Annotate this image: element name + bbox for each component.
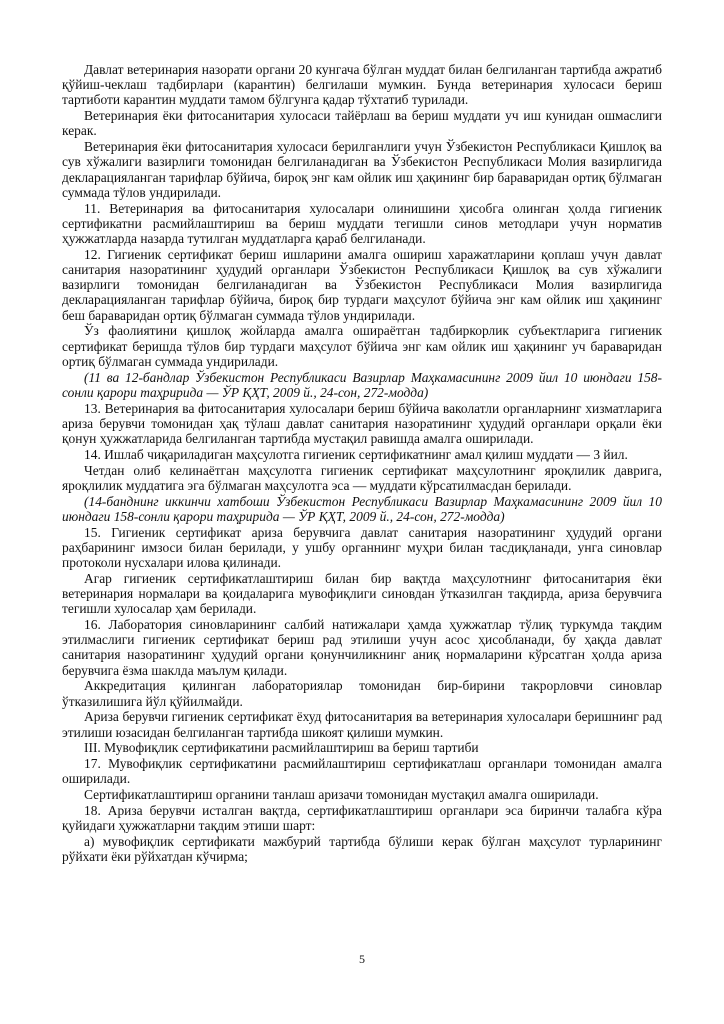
paragraph-rural-entrepreneurs: Ўз фаолиятини қишлоқ жойларда амалга оширaётган тадбиркорлик субъектларига гигиеник сертификат беришда тўлов бир турдаги маҳсулот бўйича энг кам ойлик иш ҳақининг уч бараваридан ортиқ бўлмаган суммада ундирилади. — [62, 323, 662, 369]
paragraph-item-13: 13. Ветеринария ва фитосанитария хулосалари бериш бўйича ваколатли органларнинг хизматларига ариза берувчи томонидан ҳақ тўлаш давлат санитария назоратининг ҳудудий органлари орқали ёки қонун ҳужжатларида белгиланган тартибда мустақил равишда амалга оширилади. — [62, 400, 662, 447]
paragraph-item-16: 16. Лаборатория синовларининг салбий натижалари ҳамда ҳужжатлар тўлиқ туркумда тақдим этилмаслиги гигиеник сертификат бериш рад этилиши учун асос ҳисобланади, бу ҳақда давлат санитария назоратининг ҳудудий органи қонунчиликнинг аниқ нормаларини кўрсатган ҳолда ариза берувчига ёзма шаклда маълум қилади. — [62, 617, 662, 678]
page-number: 5 — [359, 952, 365, 966]
amendment-note-item-14: (14-банднинг иккинчи хатбоши Ўзбекистон Республикаси Вазирлар Маҳкамасининг 2009 йил 10 июндаги 158-сонли қарори таҳририда — ЎР ҚҲТ, 2009 й., 24-сон, 272-модда) — [62, 493, 662, 524]
paragraph-imported-products: Четдан олиб келинаётган маҳсулотга гигиеник сертификат маҳсулотнинг яроқлилик даврига, яроқлилик муддатига эга бўлмаган маҳсулотга эса — муддати кўрсатилмасдан берилади. — [62, 462, 662, 493]
paragraph-accredited-labs: Аккредитация қилинган лабораториялар томонидан бир-бирини такрорловчи синовлар ўтказилишига йўл қўйилмайди. — [62, 678, 662, 709]
amendment-note-items-11-12: (11 ва 12-бандлар Ўзбекистон Республикаси Вазирлар Маҳкамасининг 2009 йил 10 июндаги 158-сонли қарори таҳририда — ЎР ҚҲТ, 2009 й., 24-сон, 272-модда) — [62, 369, 662, 400]
paragraph-conclusion-deadline: Ветеринария ёки фитосанитария хулосаси тайёрлаш ва бериш муддати уч иш кунидан ошмаслиги керак. — [62, 108, 662, 139]
paragraph-item-14: 14. Ишлаб чиқариладиган маҳсулотга гигиеник сертификатнинг амал қилиш муддати — 3 йил. — [84, 446, 628, 462]
paragraph-veterinary-quarantine: Давлат ветеринария назорати органи 20 кунгача бўлган муддат билан белгиланган тартибда ажратиб қўйиш-чеклаш тадбирлари (карантин) белгилаши мумкин. Бунда ветеринария хулосаси бериш тартиботи карантин муддати тамом бўлгунга қадар тўхтатиб турилади. — [62, 62, 662, 108]
paragraph-item-12: 12. Гигиеник сертификат бериш ишларини амалга ошириш харажатларини қоплаш учун давлат санитария назоратининг ҳудудий органлари Ўзбекистон Республикаси Қишлоқ ва сув хўжалиги вазирлиги томонидан белгиланадиган ва Ўзбекистон Республикаси Молия вазирлигида декларацияланган тарифлар бўйича, бироқ бир турдаги маҳсулот бўйича энг кам ойлик иш ҳақининг беш бараваридан ортиқ бўлмаган суммада тўлов ундирилади. — [62, 246, 662, 323]
paragraph-appeal: Ариза берувчи гигиеник сертификат ёхуд фитосанитария ва ветеринария хулосалари беришнинг рад этилиши юзасидан белгиланган тартибда шикоят қилиши мумкин. — [62, 709, 662, 740]
paragraph-item-11: 11. Ветеринария ва фитосанитария хулосалари олинишини ҳисобга олинган ҳолда гигиеник сертификатни расмийлаштириш ва бериш муддати тегишли синов методлари учун норматив ҳужжатларда назарда тутилган муддатларга қараб белгиланади. — [62, 200, 662, 247]
paragraph-item-18: 18. Ариза берувчи исталган вақтда, сертификатлаштириш органлари эса биринчи талабга кўра қуйидаги ҳужжатларни тақдим этиши шарт: — [62, 803, 662, 834]
paragraph-body-selection: Сертификатлаштириш органини танлаш аризачи томонидан мустақил амалга оширилади. — [84, 787, 599, 803]
paragraph-conclusion-fee: Ветеринария ёки фитосанитария хулосаси берилганлиги учун Ўзбекистон Республикаси Қишлоқ ва сув хўжалиги вазирлиги томонидан белгиланадиган ва Ўзбекистон Республикаси Молия вазирлигида декларацияланган тарифлар бўйича, бироқ энг кам ойлик иш ҳақининг бир бараваридан ортиқ бўлмаган суммада тўлов ундирилади. — [62, 139, 662, 200]
document-page — [62, 62, 662, 865]
paragraph-item-18-a: а) мувофиқлик сертификати мажбурий тартибда бўлиши керак бўлган маҳсулот турларининг рўйхати ёки рўйхатдан кўчирма; — [62, 834, 662, 865]
paragraph-combined-testing: Агар гигиеник сертификатлаштириш билан бир вақтда маҳсулотнинг фитосанитария ёки ветеринария нормалари ва қоидаларига мувофиқлиги синовдан ўтказилган тақдирда, ариза берувчига тегишли хулосалар ҳам берилади. — [62, 570, 662, 617]
paragraph-item-17: 17. Мувофиқлик сертификатини расмийлаштириш сертификатлаш органлари томонидан амалга оширилади. — [62, 756, 662, 787]
paragraph-item-15: 15. Гигиеник сертификат ариза берувчига давлат санитария назоратининг ҳудудий органи раҳбарининг имзоси билан берилади, у ушбу органнинг муҳри билан тасдиқланади, унга синовлар протоколи нусхалари илова қилинади. — [62, 524, 662, 571]
section-heading-iii: III. Мувофиқлик сертификатини расмийлаштириш ва бериш тартиби — [84, 740, 479, 756]
